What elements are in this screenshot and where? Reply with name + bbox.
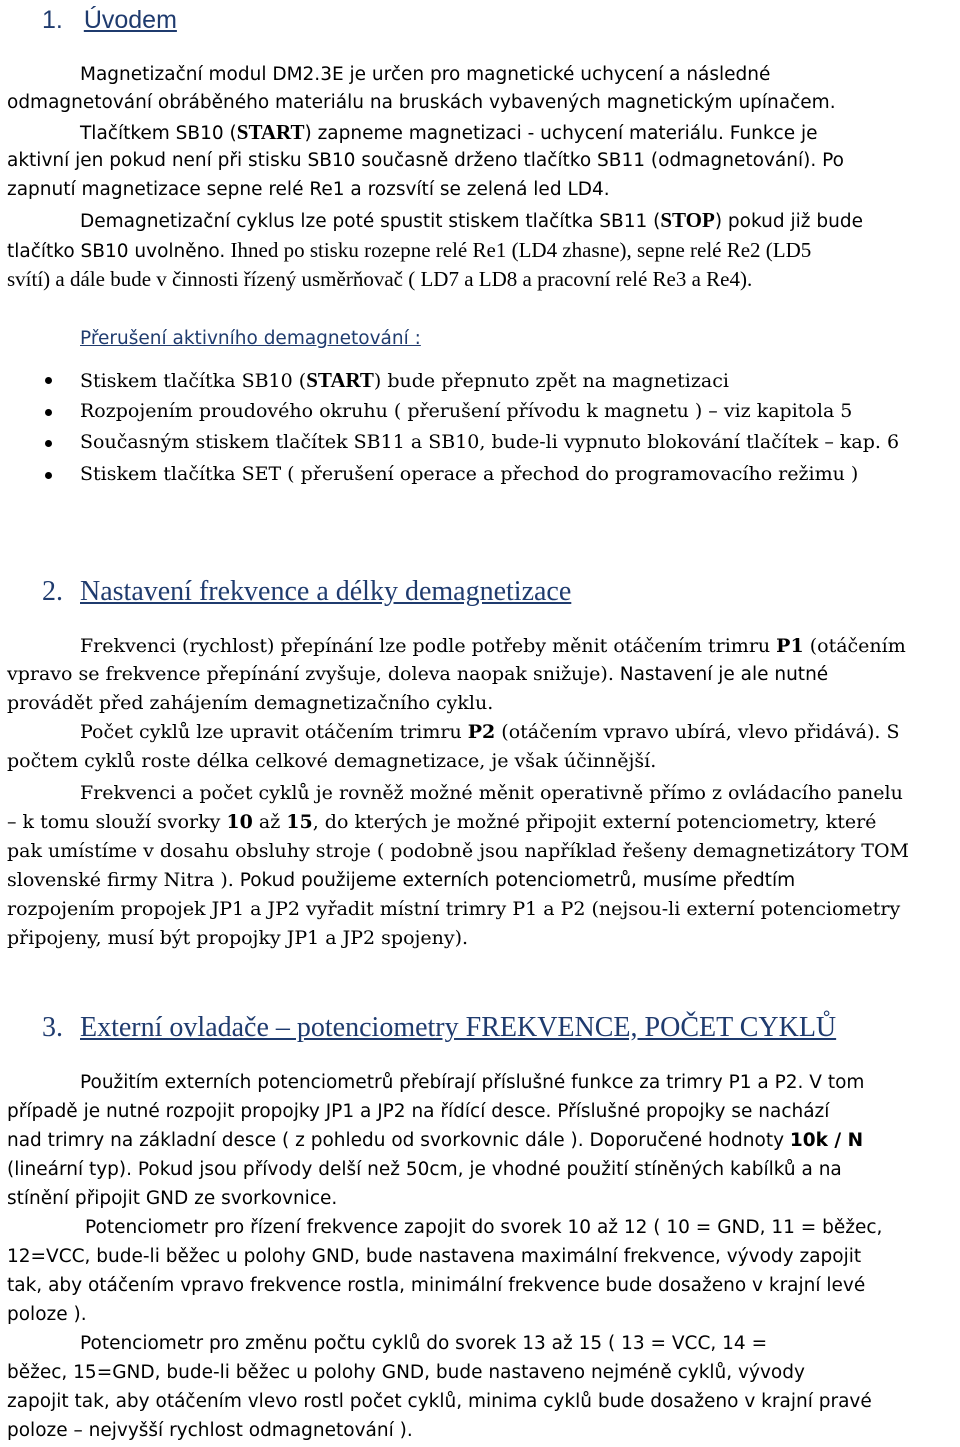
text-run: Demagnetizační cyklus lze poté spustit stiskem tlačítka SB11 ( bbox=[80, 211, 661, 232]
paragraph-line bbox=[7, 1132, 863, 1151]
paragraph-line: pak umístíme v dosahu obsluhy stroje ( podobně jsou například řešeny demagnetizátory TOM bbox=[7, 840, 909, 862]
text-run: tlačítko SB10 uvolněno. bbox=[7, 241, 226, 262]
paragraph-line: Použitím externích potenciometrů přebírají příslušné funkce za trimry P1 a P2. V tom bbox=[80, 1072, 865, 1093]
paragraph-line bbox=[80, 210, 863, 232]
paragraph-line: připojeny, musí být propojky JP1 a JP2 spojeny). bbox=[7, 927, 469, 949]
paragraph-line bbox=[7, 871, 795, 891]
paragraph-line: poloze ). bbox=[7, 1304, 87, 1325]
paragraph-line: provádět před zahájením demagnetizačního cyklu. bbox=[7, 692, 494, 714]
paragraph-line: Frekvenci a počet cyklů je rovněž možné měnit operativně přímo z ovládacího panelu bbox=[80, 782, 903, 804]
section-2-number: 2. bbox=[42, 576, 63, 607]
section-3-title: Externí ovladače – potenciometry FREKVENCE, POČET CYKLŮ bbox=[80, 1012, 837, 1043]
text-run: až bbox=[252, 811, 287, 833]
paragraph-line: 12=VCC, bude-li běžec u polohy GND, bude nastavena maximální frekvence, vývody zapojit bbox=[7, 1246, 862, 1267]
bullet-item: Stiskem tlačítka SET ( přerušení operace a přechod do programovacího režimu ) bbox=[80, 463, 859, 485]
paragraph-line bbox=[7, 240, 811, 262]
paragraph-line bbox=[80, 723, 900, 742]
text-run: – k tomu slouží svorky bbox=[7, 811, 227, 833]
text-run: nad trimry na základní desce ( z pohledu od svorkovnic dále ). Doporučené hodnoty bbox=[7, 1130, 790, 1151]
section-2-title: Nastavení frekvence a délky demagnetizace bbox=[80, 576, 572, 607]
paragraph-line: běžec, 15=GND, bude-li běžec u polohy GND, bude nastaveno nejméně cyklů, vývody bbox=[7, 1362, 805, 1383]
text-run: ) zapneme magnetizaci - uchycení materiálu. Funkce je bbox=[304, 123, 818, 144]
text-run: Pokud použijeme externích potenciometrů, musíme předtím bbox=[233, 870, 796, 891]
bullet-item: Současným stiskem tlačítek SB11 a SB10, bude-li vypnuto blokování tlačítek – kap. 6 bbox=[80, 431, 900, 453]
text-run-bold: START bbox=[236, 120, 305, 144]
section-3-heading bbox=[42, 1014, 836, 1042]
paragraph-line: zapnutí magnetizace sepne relé Re1 a rozsvítí se zelená led LD4. bbox=[7, 179, 610, 200]
paragraph-line: zapojit tak, aby otáčením vlevo rostl počet cyklů, minima cyklů bude dosaženo v krajní pravé bbox=[7, 1391, 872, 1412]
paragraph-line bbox=[80, 637, 906, 656]
section-1-heading bbox=[42, 8, 177, 33]
paragraph-line bbox=[7, 813, 876, 832]
text-run: Nastavení je ale nutné bbox=[613, 664, 829, 685]
text-run: ) bude přepnuto zpět na magnetizaci bbox=[373, 370, 729, 392]
text-run: vpravo se frekvence přepínání zvyšuje, doleva naopak snižuje). bbox=[7, 663, 614, 685]
bullet-item bbox=[80, 370, 729, 391]
subheading: Přerušení aktivního demagnetování : bbox=[80, 328, 421, 349]
paragraph-line: Potenciometr pro řízení frekvence zapojit do svorek 10 až 12 ( 10 = GND, 11 = běžec, bbox=[85, 1217, 883, 1238]
paragraph-line: (lineární typ). Pokud jsou přívody delší než 50cm, je vhodné použití stíněných kabílků a na bbox=[7, 1159, 842, 1180]
text-run: Stiskem tlačítka SB10 ( bbox=[80, 370, 307, 392]
paragraph-line: případě je nutné rozpojit propojky JP1 a JP2 na řídící desce. Příslušné propojky se nachází bbox=[7, 1101, 830, 1122]
text-run: ) pokud již bude bbox=[714, 211, 863, 232]
text-run: Počet cyklů lze upravit otáčením trimru bbox=[80, 721, 468, 743]
text-run: Frekvenci (rychlost) přepínání lze podle potřeby měnit otáčením trimru bbox=[80, 635, 777, 657]
paragraph-line bbox=[7, 665, 828, 685]
paragraph-line: tak, aby otáčením vpravo frekvence rostla, minimální frekvence bude dosaženo v krajní levé bbox=[7, 1275, 866, 1296]
text-run-bold: P1 bbox=[776, 635, 804, 657]
bullet-icon bbox=[45, 409, 52, 416]
text-run-bold: STOP bbox=[660, 208, 715, 232]
text-run: slovenské firmy Nitra ). bbox=[7, 869, 234, 891]
text-run-bold: P2 bbox=[467, 721, 496, 743]
text-run: Tlačítkem SB10 ( bbox=[80, 123, 237, 144]
bullet-icon bbox=[45, 440, 52, 447]
bullet-item: Rozpojením proudového okruhu ( přerušení přívodu k magnetu ) – viz kapitola 5 bbox=[80, 400, 853, 422]
paragraph-line: odmagnetování obráběného materiálu na bruskách vybavených magnetickým upínačem. bbox=[7, 92, 836, 113]
bullet-icon bbox=[45, 377, 52, 384]
paragraph-line: počtem cyklů roste délka celkové demagnetizace, je však účinnější. bbox=[7, 750, 657, 772]
paragraph-line bbox=[80, 122, 818, 144]
text-run: (otáčením vpravo ubírá, vlevo přidává). S bbox=[495, 721, 900, 743]
paragraph-line: aktivní jen pokud není při stisku SB10 současně drženo tlačítko SB11 (odmagnetování). Po bbox=[7, 150, 844, 171]
text-run: Ihned po stisku rozepne relé Re1 (LD4 zhasne), sepne relé Re2 (LD5 bbox=[225, 238, 812, 262]
text-run-bold: 10 bbox=[226, 811, 253, 833]
paragraph-line: Potenciometr pro změnu počtu cyklů do svorek 13 až 15 ( 13 = VCC, 14 = bbox=[80, 1333, 768, 1354]
text-run: , do kterých je možné připojit externí potenciometry, které bbox=[312, 811, 877, 833]
text-run-bold: 15 bbox=[286, 811, 313, 833]
paragraph-line: Magnetizační modul DM2.3E je určen pro magnetické uchycení a následné bbox=[80, 64, 771, 85]
section-3-number: 3. bbox=[42, 1012, 63, 1043]
paragraph-line: rozpojením propojek JP1 a JP2 vyřadit místní trimry P1 a P2 (nejsou-li externí potenciometry bbox=[7, 898, 901, 920]
paragraph-line: poloze – nejvyšší rychlost odmagnetování ). bbox=[7, 1420, 413, 1441]
bullet-icon bbox=[45, 472, 52, 479]
paragraph-line: stínění připojit GND ze svorkovnice. bbox=[7, 1188, 338, 1209]
section-2-heading bbox=[42, 578, 571, 606]
paragraph-line: svítí) a dále bude v činnosti řízený usměrňovač ( LD7 a LD8 a pracovní relé Re3 a Re4). bbox=[7, 267, 753, 291]
section-1-title: Úvodem bbox=[83, 6, 177, 34]
text-run: (otáčením bbox=[803, 635, 906, 657]
text-run-bold: START bbox=[306, 368, 374, 392]
text-run-bold: 10k / N bbox=[789, 1130, 864, 1151]
section-1-number: 1. bbox=[42, 6, 63, 34]
